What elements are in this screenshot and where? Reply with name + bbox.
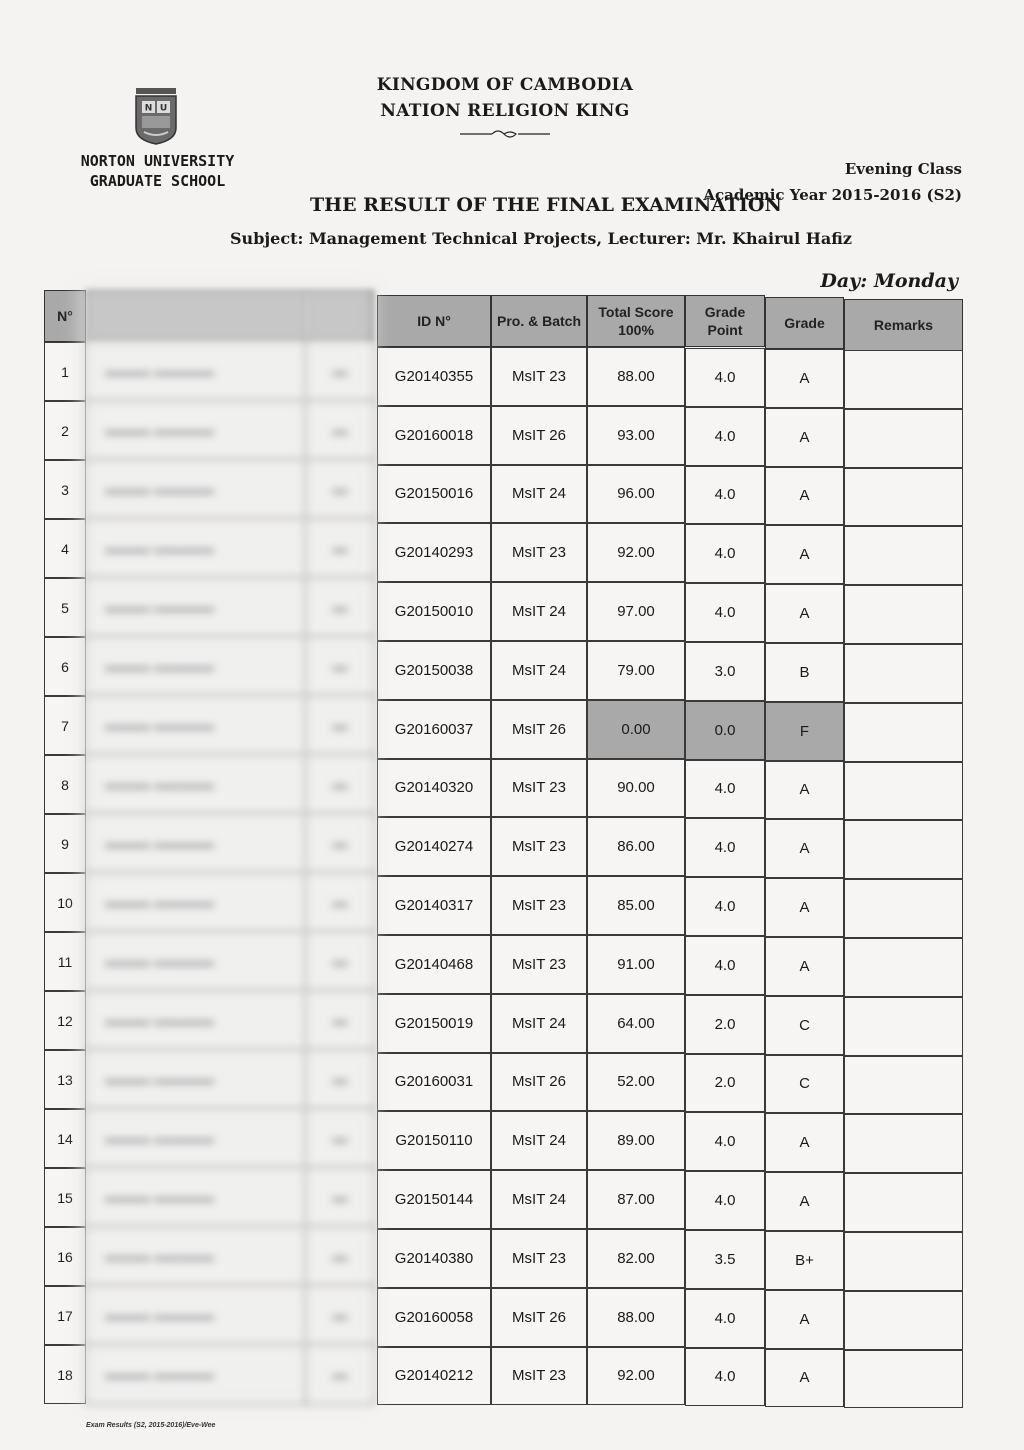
- remarks-cell: [844, 1114, 963, 1173]
- row-number: 16: [44, 1227, 86, 1286]
- total-score: 91.00: [587, 935, 685, 994]
- header-score-label: Total Score: [598, 304, 674, 320]
- exam-day: Day: Monday: [820, 270, 958, 292]
- header-gp-label1: Grade: [704, 304, 746, 320]
- remarks-cell: [844, 585, 963, 644]
- student-id: G20140274: [377, 817, 491, 876]
- grade-point: 4.0: [685, 524, 765, 583]
- program-batch: MsIT 26: [491, 1288, 587, 1347]
- grade: A: [765, 878, 844, 937]
- total-score: 92.00: [587, 1347, 685, 1406]
- header-remarks: Remarks: [844, 299, 963, 351]
- program-batch: MsIT 23: [491, 523, 587, 582]
- student-id: G20150010: [377, 582, 491, 641]
- total-score: 88.00: [587, 347, 685, 406]
- row-number: 1: [44, 342, 86, 401]
- grade-point: 4.0: [685, 936, 765, 995]
- row-number: 3: [44, 460, 86, 519]
- total-score: 86.00: [587, 817, 685, 876]
- remarks-cell: [844, 350, 963, 409]
- student-id: G20140380: [377, 1229, 491, 1288]
- student-id: G20150110: [377, 1111, 491, 1170]
- total-score: 92.00: [587, 523, 685, 582]
- row-number: 12: [44, 991, 86, 1050]
- grade: A: [765, 349, 844, 408]
- remarks-cell: [844, 644, 963, 703]
- student-id: G20140317: [377, 876, 491, 935]
- remarks-cell: [844, 468, 963, 527]
- row-number: 8: [44, 755, 86, 814]
- grade-point: 4.0: [685, 1112, 765, 1171]
- grade: A: [765, 937, 844, 996]
- remarks-cell: [844, 1056, 963, 1115]
- footer-reference: Exam Results (S2, 2015-2016)/Eve-Wee: [86, 1422, 216, 1429]
- row-number: 7: [44, 696, 86, 755]
- total-score: 88.00: [587, 1288, 685, 1347]
- program-batch: MsIT 23: [491, 1347, 587, 1406]
- row-number: 14: [44, 1109, 86, 1168]
- row-number: 2: [44, 401, 86, 460]
- row-number: 13: [44, 1050, 86, 1109]
- row-number: 9: [44, 814, 86, 873]
- total-score: 90.00: [587, 759, 685, 818]
- program-batch: MsIT 24: [491, 1170, 587, 1229]
- program-batch: MsIT 26: [491, 406, 587, 465]
- grade: A: [765, 525, 844, 584]
- university-name: [50, 151, 265, 191]
- header-grade-point: [685, 295, 765, 347]
- student-id: G20150038: [377, 641, 491, 700]
- row-number: 10: [44, 873, 86, 932]
- total-score: 64.00: [587, 994, 685, 1053]
- program-batch: MsIT 24: [491, 582, 587, 641]
- remarks-cell: [844, 1173, 963, 1232]
- grade-point: 4.0: [685, 1348, 765, 1407]
- remarks-cell: [844, 820, 963, 879]
- program-batch: MsIT 23: [491, 759, 587, 818]
- remarks-cell: [844, 703, 963, 762]
- page-title: THE RESULT OF THE FINAL EXAMINATION: [310, 194, 782, 216]
- program-batch: MsIT 26: [491, 1053, 587, 1112]
- grade-point: 4.0: [685, 348, 765, 407]
- grade-point: 3.0: [685, 642, 765, 701]
- total-score: 0.00: [587, 700, 685, 759]
- program-batch: MsIT 24: [491, 994, 587, 1053]
- remarks-cell: [844, 997, 963, 1056]
- grade: B+: [765, 1231, 844, 1290]
- grade-point: 2.0: [685, 1054, 765, 1113]
- row-number: 5: [44, 578, 86, 637]
- header-gp-label2: Point: [707, 322, 743, 338]
- grade-point: 2.0: [685, 995, 765, 1054]
- grade-point: 4.0: [685, 1171, 765, 1230]
- student-id: G20160031: [377, 1053, 491, 1112]
- student-id: G20140320: [377, 759, 491, 818]
- grade-point: 4.0: [685, 760, 765, 819]
- row-number: 11: [44, 932, 86, 991]
- remarks-cell: [844, 762, 963, 821]
- remarks-cell: [844, 526, 963, 585]
- grade: A: [765, 1113, 844, 1172]
- remarks-cell: [844, 938, 963, 997]
- row-number: 15: [44, 1168, 86, 1227]
- remarks-cell: [844, 879, 963, 938]
- student-id: G20160018: [377, 406, 491, 465]
- row-number: 6: [44, 637, 86, 696]
- total-score: 87.00: [587, 1170, 685, 1229]
- header-score-percent: 100%: [618, 322, 654, 338]
- program-batch: MsIT 24: [491, 1111, 587, 1170]
- grade-point: 4.0: [685, 1289, 765, 1348]
- total-score: 79.00: [587, 641, 685, 700]
- grade: A: [765, 408, 844, 467]
- header-no: N°: [44, 290, 86, 342]
- student-id: G20140212: [377, 1347, 491, 1406]
- total-score: 85.00: [587, 876, 685, 935]
- program-batch: MsIT 26: [491, 700, 587, 759]
- total-score: 96.00: [587, 465, 685, 524]
- grade-point: 3.5: [685, 1230, 765, 1289]
- svg-text:N: N: [144, 103, 153, 114]
- student-id: G20150144: [377, 1170, 491, 1229]
- header-program: Pro. & Batch: [491, 295, 587, 347]
- remarks-cell: [844, 409, 963, 468]
- remarks-cell: [844, 1350, 963, 1409]
- grade: A: [765, 761, 844, 820]
- grade: F: [765, 702, 844, 761]
- student-id: G20160037: [377, 700, 491, 759]
- grade: A: [765, 584, 844, 643]
- grade: A: [765, 1349, 844, 1408]
- grade: C: [765, 1055, 844, 1114]
- header-grade: Grade: [765, 297, 844, 349]
- university-shield-icon: [132, 84, 180, 146]
- grade-point: 4.0: [685, 877, 765, 936]
- remarks-cell: [844, 1232, 963, 1291]
- grade: A: [765, 467, 844, 526]
- program-batch: MsIT 23: [491, 347, 587, 406]
- subject-line: Subject: Management Technical Projects, Lecturer: Mr. Khairul Hafiz: [230, 229, 852, 248]
- student-id: G20140355: [377, 347, 491, 406]
- total-score: 93.00: [587, 406, 685, 465]
- program-batch: MsIT 23: [491, 935, 587, 994]
- total-score: 89.00: [587, 1111, 685, 1170]
- kingdom-motto: [360, 72, 650, 138]
- student-id: G20150016: [377, 465, 491, 524]
- program-batch: MsIT 24: [491, 641, 587, 700]
- program-batch: MsIT 23: [491, 817, 587, 876]
- grade-point: 4.0: [685, 407, 765, 466]
- row-number: 17: [44, 1286, 86, 1345]
- row-number: 18: [44, 1345, 86, 1404]
- grade: A: [765, 1290, 844, 1349]
- grade-point: 4.0: [685, 818, 765, 877]
- remarks-cell: [844, 1291, 963, 1350]
- ornament-divider-icon: [460, 128, 550, 138]
- grade: B: [765, 643, 844, 702]
- student-id: G20160058: [377, 1288, 491, 1347]
- header-total-score: [587, 295, 685, 347]
- header-id: ID N°: [377, 295, 491, 347]
- student-id: G20150019: [377, 994, 491, 1053]
- graduate-school-title: GRADUATE SCHOOL: [89, 172, 226, 190]
- student-id: G20140293: [377, 523, 491, 582]
- grade-point: 4.0: [685, 583, 765, 642]
- total-score: 97.00: [587, 582, 685, 641]
- grade: A: [765, 819, 844, 878]
- program-batch: MsIT 23: [491, 1229, 587, 1288]
- academic-year: Academic Year 2015-2016 (S2): [703, 186, 962, 204]
- row-number: 4: [44, 519, 86, 578]
- grade-point: 4.0: [685, 466, 765, 525]
- class-type: Evening Class: [844, 160, 962, 178]
- nation-religion-king-line: NATION RELIGION KING: [380, 101, 630, 121]
- grade-point: 0.0: [685, 701, 765, 760]
- svg-text:U: U: [159, 103, 168, 114]
- student-id: G20140468: [377, 935, 491, 994]
- kingdom-line: KINGDOM OF CAMBODIA: [376, 75, 634, 95]
- university-title: NORTON UNIVERSITY: [80, 152, 235, 170]
- program-batch: MsIT 24: [491, 465, 587, 524]
- total-score: 52.00: [587, 1053, 685, 1112]
- total-score: 82.00: [587, 1229, 685, 1288]
- program-batch: MsIT 23: [491, 876, 587, 935]
- grade: C: [765, 996, 844, 1055]
- redaction-blur: [78, 283, 376, 1407]
- grade: A: [765, 1172, 844, 1231]
